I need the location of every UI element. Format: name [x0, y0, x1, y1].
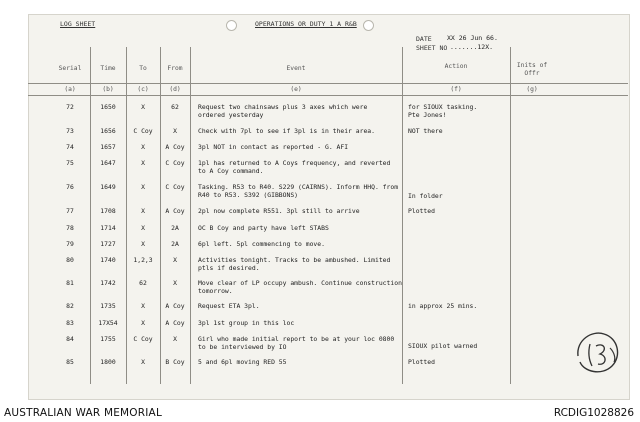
from-cell: C Coy — [165, 183, 185, 191]
from-cell: A Coy — [165, 319, 185, 327]
sheet-no-label: SHEET NO — [416, 44, 448, 52]
log-row — [0, 103, 640, 123]
event-cell: Girl who made initial report to be at your loc 0800 to be interviewed by IO — [198, 335, 395, 351]
to-cell: X — [141, 143, 145, 151]
action-cell: in approx 25 mins. — [408, 302, 478, 310]
log-row — [0, 159, 640, 179]
from-cell: B Coy — [165, 358, 185, 366]
log-row — [0, 279, 640, 299]
log-row — [0, 256, 640, 276]
from-cell: X — [173, 279, 177, 287]
time-cell: 1727 — [100, 240, 116, 248]
time-cell: 1649 — [100, 183, 116, 191]
header-rule-bottom — [28, 95, 628, 96]
serial-cell: 72 — [66, 103, 74, 111]
event-cell: Request ETA 3pl. — [198, 302, 260, 310]
action-cell: NOT there — [408, 127, 443, 135]
column-code-serial: (a) — [64, 86, 76, 93]
event-cell: OC B Coy and party have left STABS — [198, 224, 329, 232]
time-cell: 1647 — [100, 159, 116, 167]
action-cell: SIOUX pilot warned — [408, 342, 478, 350]
column-header-time: Time — [100, 65, 116, 72]
time-cell: 1657 — [100, 143, 116, 151]
column-header-from: From — [167, 65, 183, 72]
serial-cell: 77 — [66, 207, 74, 215]
operations-title: OPERATIONS OR DUTY 1 A R&B — [255, 20, 357, 28]
column-header-event: Event — [286, 65, 306, 72]
from-cell: X — [173, 127, 177, 135]
serial-cell: 84 — [66, 335, 74, 343]
serial-cell: 74 — [66, 143, 74, 151]
log-row — [0, 183, 640, 203]
from-cell: 2A — [171, 224, 179, 232]
from-cell: X — [173, 256, 177, 264]
time-cell: 1714 — [100, 224, 116, 232]
date-value: XX 26 Jun 66. — [447, 34, 498, 42]
to-cell: X — [141, 302, 145, 310]
to-cell: C Coy — [133, 127, 153, 135]
serial-cell: 80 — [66, 256, 74, 264]
to-cell: X — [141, 358, 145, 366]
time-cell: 1650 — [100, 103, 116, 111]
column-code-to: (c) — [137, 86, 149, 93]
column-header-serial: Serial — [58, 65, 82, 72]
serial-cell: 78 — [66, 224, 74, 232]
column-code-time: (b) — [102, 86, 114, 93]
punch-hole-left — [226, 20, 237, 31]
time-cell: 1742 — [100, 279, 116, 287]
event-cell: Move clear of LP occupy ambush. Continue construction tomorrow. — [198, 279, 402, 295]
to-cell: X — [141, 103, 145, 111]
event-cell: Check with 7pl to see if 3pl is in their area. — [198, 127, 375, 135]
to-cell: X — [141, 224, 145, 232]
event-cell: 6pl left. 5pl commencing to move. — [198, 240, 325, 248]
archive-name: AUSTRALIAN WAR MEMORIAL — [4, 407, 162, 419]
to-cell: X — [141, 183, 145, 191]
from-cell: C Coy — [165, 159, 185, 167]
action-cell: Plotted — [408, 207, 435, 215]
to-cell: 1,2,3 — [133, 256, 153, 264]
event-cell: 3pl 1st group in this loc — [198, 319, 295, 327]
from-cell: X — [173, 335, 177, 343]
column-code-event: (e) — [290, 86, 302, 93]
from-cell: 62 — [171, 103, 179, 111]
event-cell: 5 and 6pl moving RED 55 — [198, 358, 287, 366]
column-code-inits: (g) — [526, 86, 538, 93]
event-cell: 2pl now complete R551. 3pl still to arrive — [198, 207, 360, 215]
to-cell: 62 — [139, 279, 147, 287]
from-cell: A Coy — [165, 143, 185, 151]
serial-cell: 73 — [66, 127, 74, 135]
date-label: DATE — [416, 35, 432, 43]
handwritten-signature-mark — [570, 326, 626, 378]
log-row — [0, 335, 640, 355]
serial-cell: 79 — [66, 240, 74, 248]
column-header-action: Action — [444, 63, 468, 70]
header-rule-top — [28, 83, 628, 84]
time-cell: 1755 — [100, 335, 116, 343]
to-cell: X — [141, 159, 145, 167]
serial-cell: 85 — [66, 358, 74, 366]
from-cell: A Coy — [165, 207, 185, 215]
log-sheet-title: LOG SHEET — [60, 20, 96, 28]
action-cell: for SIOUX tasking. Pte Jones! — [408, 103, 478, 119]
event-cell: 3pl NOT in contact as reported - G. AFI — [198, 143, 349, 151]
to-cell: C Coy — [133, 335, 153, 343]
from-cell: A Coy — [165, 302, 185, 310]
serial-cell: 82 — [66, 302, 74, 310]
action-cell: Plotted — [408, 358, 435, 366]
punch-hole-right — [363, 20, 374, 31]
column-header-inits: Inits of Offr — [516, 62, 548, 77]
event-cell: 1pl has returned to A Coys frequency, and reverted to A Coy command. — [198, 159, 391, 175]
time-cell: 1708 — [100, 207, 116, 215]
serial-cell: 75 — [66, 159, 74, 167]
time-cell: 1740 — [100, 256, 116, 264]
sheet-no-value: .......12X. — [450, 43, 494, 51]
serial-cell: 83 — [66, 319, 74, 327]
column-code-action: (f) — [450, 86, 462, 93]
action-cell: In folder — [408, 192, 443, 200]
event-cell: Request two chainsaws plus 3 axes which were ordered yesterday — [198, 103, 368, 119]
to-cell: X — [141, 319, 145, 327]
serial-cell: 76 — [66, 183, 74, 191]
event-cell: Tasking. R53 to R40. S229 (CAIRNS). Inform HHQ. from R40 to R53. S392 (GIBBONS) — [198, 183, 399, 199]
archive-id: RCDIG1028826 — [553, 407, 634, 419]
event-cell: Activities tonight. Tracks to be ambushed. Limited ptls if desired. — [198, 256, 391, 272]
to-cell: X — [141, 240, 145, 248]
column-header-to: To — [139, 65, 147, 72]
column-code-from: (d) — [169, 86, 181, 93]
from-cell: 2A — [171, 240, 179, 248]
to-cell: X — [141, 207, 145, 215]
time-cell: 17X54 — [98, 319, 118, 327]
time-cell: 1735 — [100, 302, 116, 310]
time-cell: 1656 — [100, 127, 116, 135]
time-cell: 1800 — [100, 358, 116, 366]
log-row — [0, 358, 640, 378]
serial-cell: 81 — [66, 279, 74, 287]
